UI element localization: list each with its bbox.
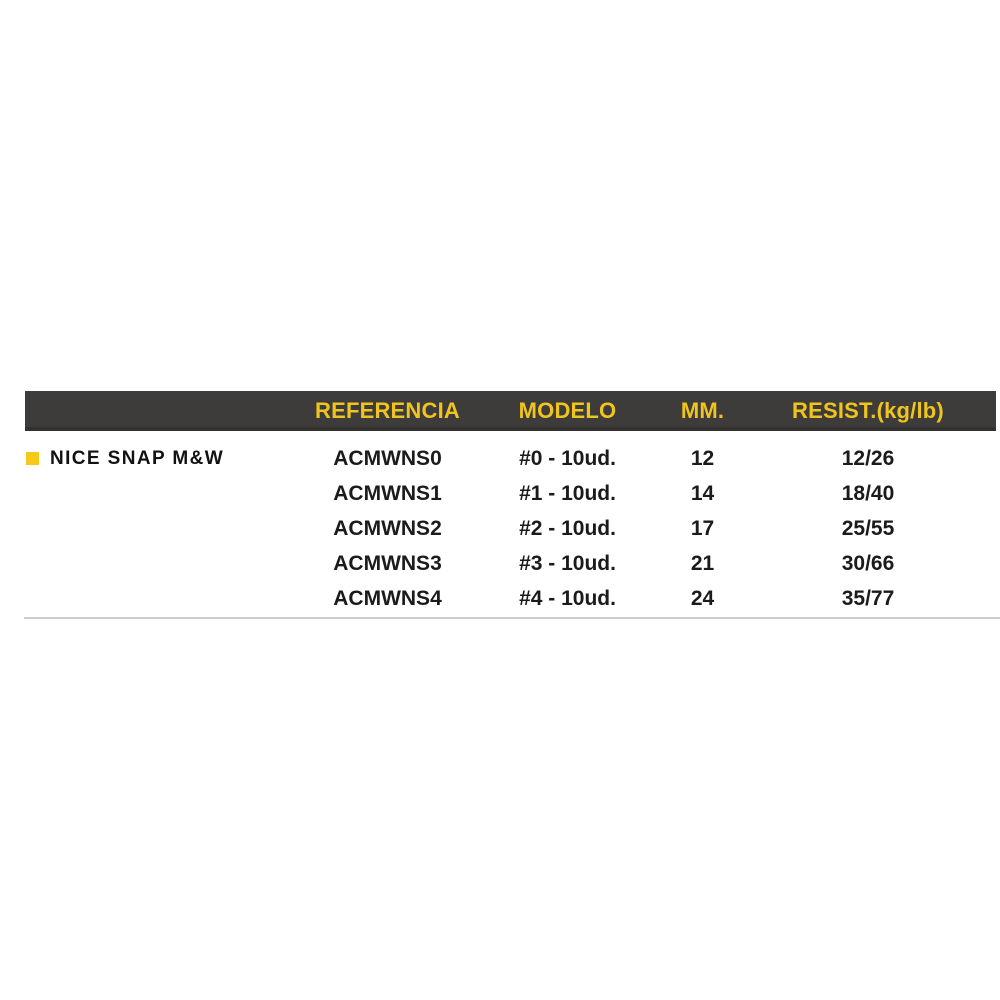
cell-referencia: ACMWNS4 [333, 586, 442, 610]
product-bullet-icon [26, 452, 39, 465]
cell-mm: 24 [690, 586, 715, 610]
table-row [25, 511, 996, 546]
cell-modelo: #4 - 10ud. [519, 586, 616, 610]
cell-referencia: ACMWNS3 [333, 551, 442, 575]
cell-mm: 17 [690, 516, 715, 540]
table-row [25, 581, 996, 616]
cell-modelo: #0 - 10ud. [519, 446, 616, 470]
cell-referencia: ACMWNS0 [333, 446, 442, 470]
cell-referencia: ACMWNS1 [333, 481, 442, 505]
cell-mm: 14 [690, 481, 715, 505]
cell-modelo: #2 - 10ud. [519, 516, 616, 540]
bottom-divider [24, 617, 1000, 619]
column-header-resist: RESIST.(kg/lb) [792, 398, 944, 423]
table-row [25, 546, 996, 581]
cell-mm: 21 [690, 551, 715, 575]
product-spec-table [25, 391, 996, 616]
table-body [25, 431, 996, 616]
cell-resist: 30/66 [841, 551, 895, 575]
cell-referencia: ACMWNS2 [333, 516, 442, 540]
cell-modelo: #3 - 10ud. [519, 551, 616, 575]
cell-resist: 35/77 [841, 586, 895, 610]
cell-resist: 25/55 [841, 516, 895, 540]
product-name: NICE SNAP M&W [50, 447, 225, 469]
cell-resist: 12/26 [841, 446, 895, 470]
cell-modelo: #1 - 10ud. [519, 481, 616, 505]
column-header-referencia: REFERENCIA [314, 398, 460, 423]
table-row [25, 441, 996, 476]
cell-mm: 12 [690, 446, 715, 470]
column-header-mm: MM. [680, 398, 725, 423]
column-header-modelo: MODELO [518, 398, 617, 423]
product-cell [25, 448, 305, 470]
table-header-bar [25, 391, 996, 431]
table-row [25, 476, 996, 511]
cell-resist: 18/40 [841, 481, 895, 505]
